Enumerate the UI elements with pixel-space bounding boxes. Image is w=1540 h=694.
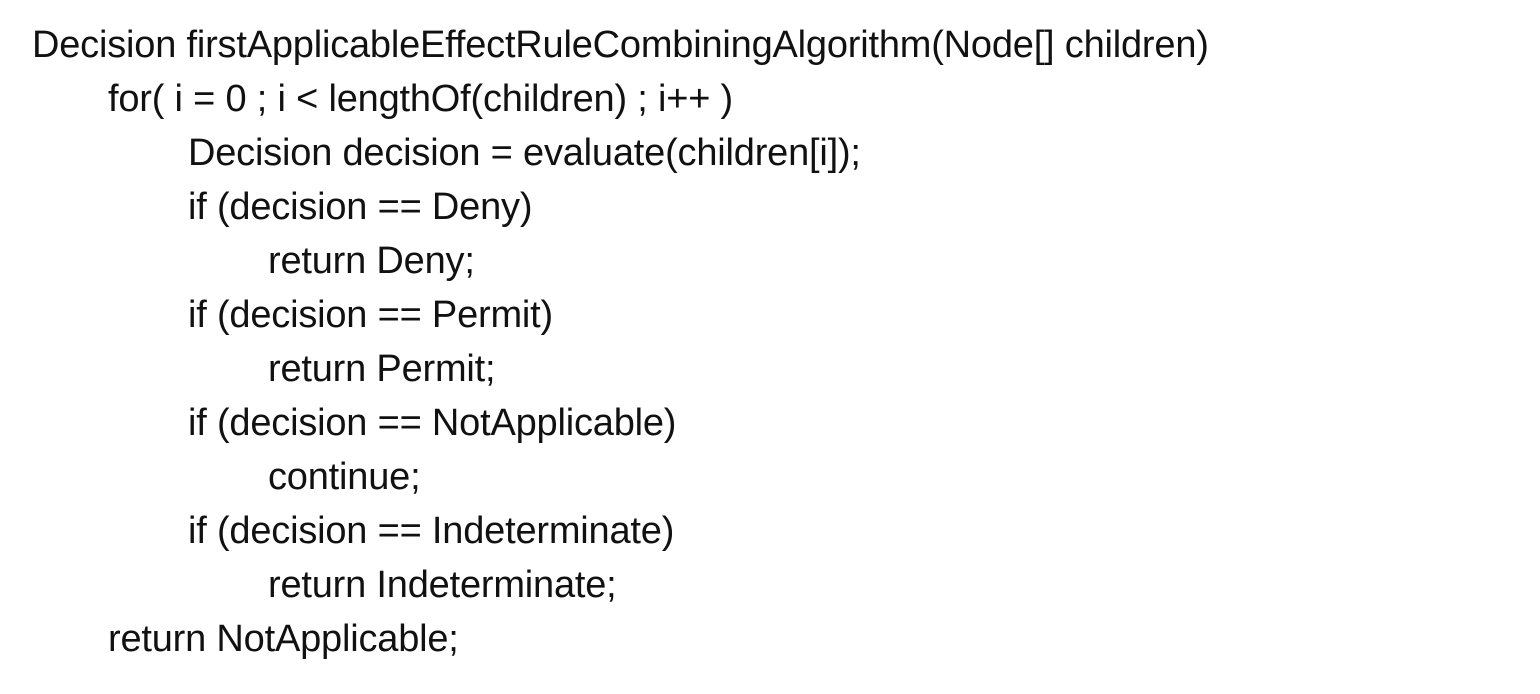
code-line: if (decision == NotApplicable)	[188, 402, 677, 444]
code-line: for( i = 0 ; i < lengthOf(children) ; i++ )	[108, 78, 734, 120]
code-line: if (decision == Indeterminate)	[188, 510, 675, 552]
code-line: if (decision == Deny)	[188, 186, 533, 228]
code-line: Decision decision = evaluate(children[i]);	[188, 132, 861, 174]
code-line: continue;	[268, 456, 421, 498]
code-line: return Deny;	[268, 240, 475, 282]
code-line: Decision firstApplicableEffectRuleCombiningAlgorithm(Node[] children)	[32, 24, 1209, 66]
code-line: return Indeterminate;	[268, 564, 617, 606]
code-line: return NotApplicable;	[108, 618, 459, 660]
code-line: return Permit;	[268, 348, 496, 390]
code-line: if (decision == Permit)	[188, 294, 553, 336]
